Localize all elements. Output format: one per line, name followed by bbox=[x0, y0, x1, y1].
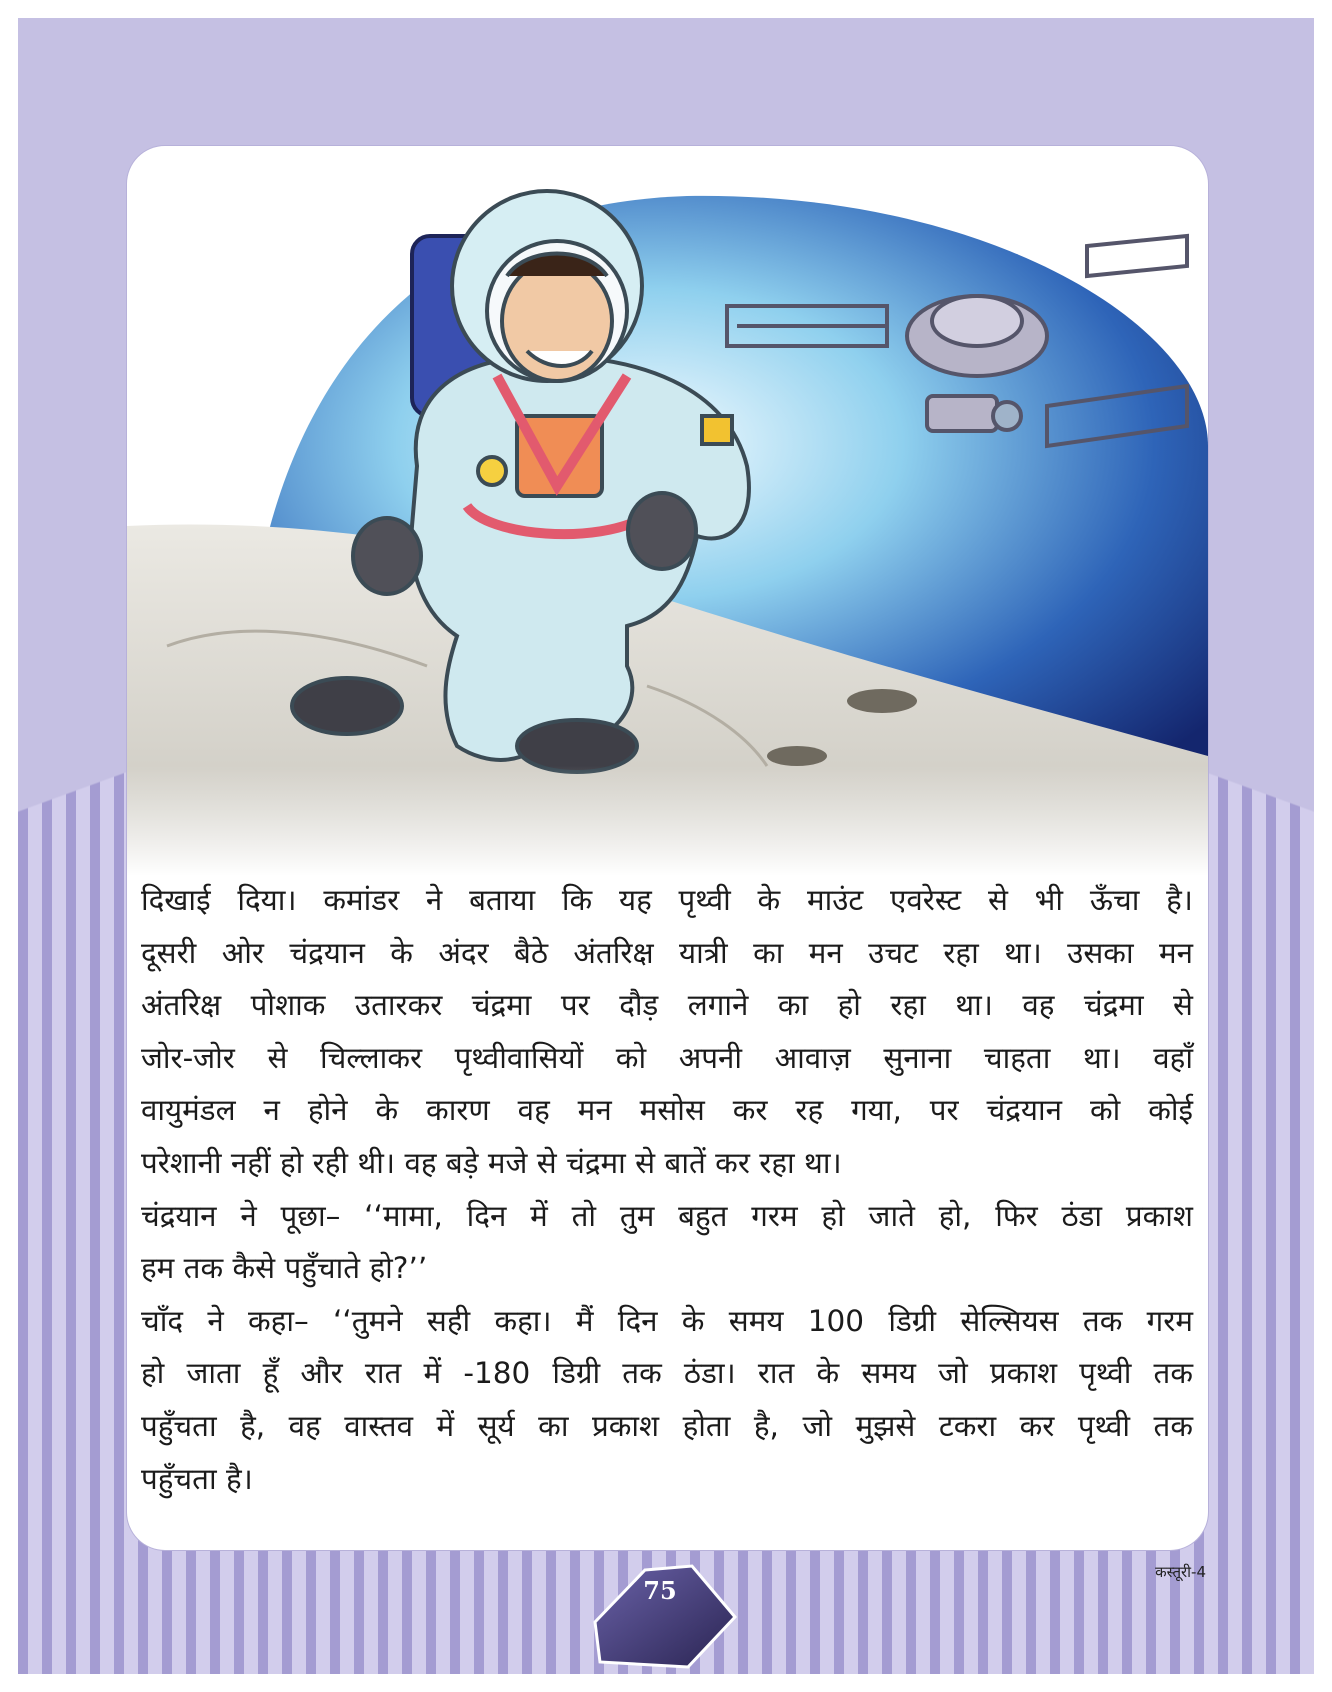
text-line: पहुँचता है। bbox=[141, 1461, 253, 1496]
astronaut-moon-illustration bbox=[127, 146, 1208, 876]
text-line: चंद्रयान ने पूछा– ‘‘मामा, दिन में तो तुम बहुत गरम हो जाते हो, फिर ठंडा प्रकाश bbox=[141, 1198, 1193, 1233]
text-line: हम तक कैसे पहुँचाते हो?’’ bbox=[141, 1251, 428, 1286]
story-text bbox=[141, 874, 1193, 1505]
text-line: वायुमंडल न होने के कारण वह मन मसोस कर रह गया, पर चंद्रयान को कोई bbox=[141, 1093, 1193, 1128]
content-card bbox=[127, 146, 1208, 1550]
text-line: हो जाता हूँ और रात में -180 डिग्री तक ठंडा। रात के समय जो प्रकाश पृथ्वी तक bbox=[141, 1356, 1193, 1391]
text-line: दूसरी ओर चंद्रयान के अंदर बैठे अंतरिक्ष यात्री का मन उचट रहा था। उसका मन bbox=[141, 935, 1193, 970]
page-number: 75 bbox=[643, 1576, 677, 1605]
text-line: पहुँचता है, वह वास्तव में सूर्य का प्रकाश होता है, जो मुझसे टकरा कर पृथ्वी तक bbox=[141, 1408, 1193, 1443]
text-line: परेशानी नहीं हो रही थी। वह बड़े मजे से चंद्रमा से बातें कर रहा था। bbox=[141, 1145, 842, 1180]
book-label: कस्तूरी-4 bbox=[1155, 1563, 1206, 1581]
text-line: दिखाई दिया। कमांडर ने बताया कि यह पृथ्वी के माउंट एवरेस्ट से भी ऊँचा है। bbox=[141, 883, 1193, 917]
text-line: अंतरिक्ष पोशाक उतारकर चंद्रमा पर दौड़ लगाने का हो रहा था। वह चंद्रमा से bbox=[141, 988, 1193, 1023]
text-line: जोर-जोर से चिल्लाकर पृथ्वीवासियों को अपनी आवाज़ सुनाना चाहता था। वहाँ bbox=[141, 1040, 1193, 1075]
text-line: चाँद ने कहा– ‘‘तुमने सही कहा। मैं दिन के समय 100 डिग्री सेल्सियस तक गरम bbox=[141, 1303, 1193, 1338]
